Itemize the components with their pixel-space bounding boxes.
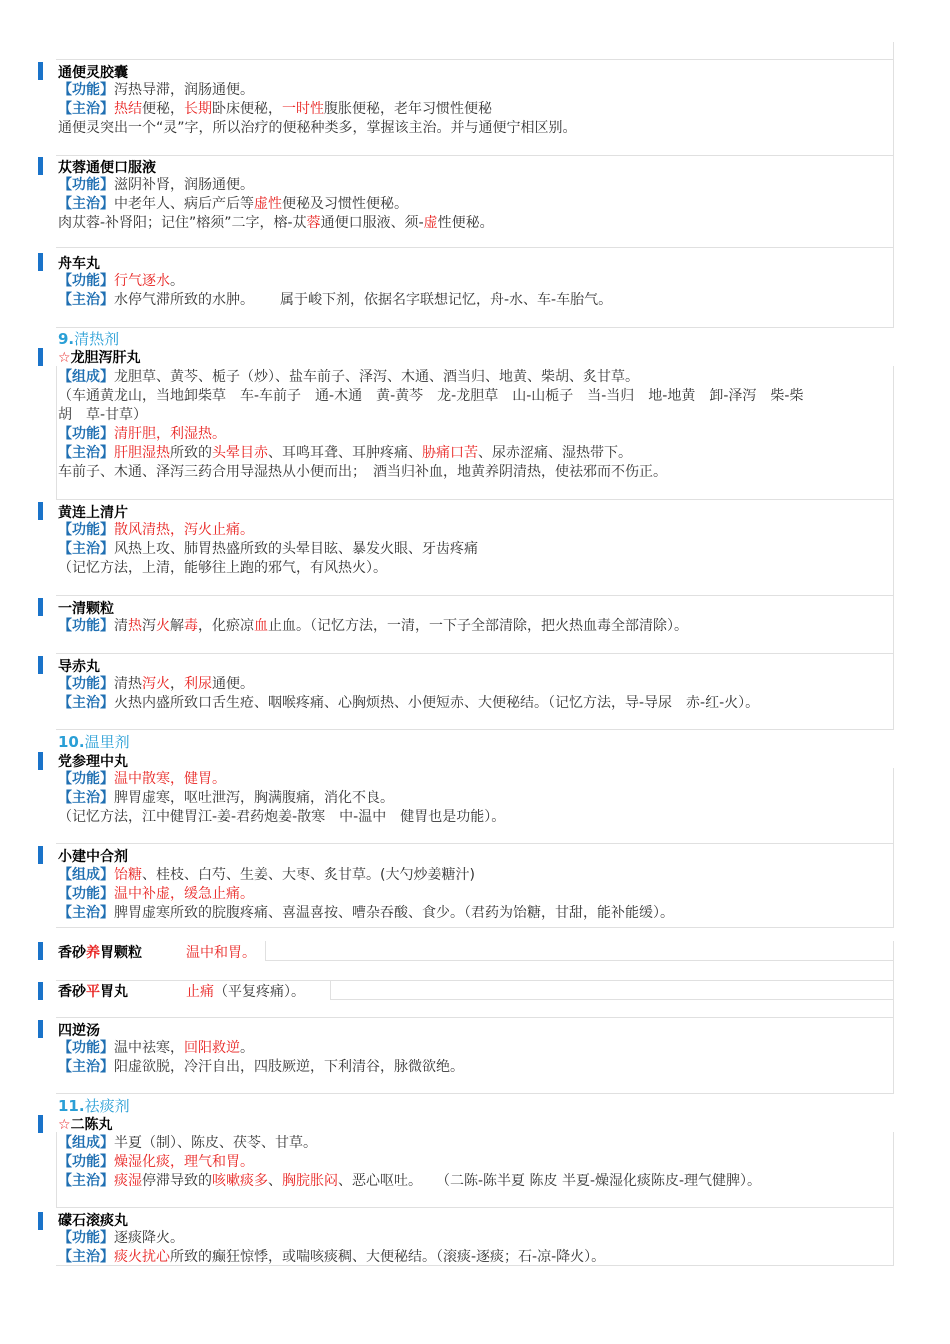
function-line: 【功能】温中祛寒，回阳救逆。 bbox=[58, 1040, 254, 1056]
section-marker bbox=[38, 752, 43, 770]
section-marker bbox=[38, 348, 43, 366]
medicine-title: 四逆汤 bbox=[58, 1023, 100, 1039]
section-marker bbox=[38, 62, 43, 80]
section-marker bbox=[38, 656, 43, 674]
section-heading: 11.祛痰剂 bbox=[58, 1097, 130, 1115]
indication-line: 【主治】阳虚欲脱，冷汗自出，四肢厥逆，下利清谷，脉微欲绝。 bbox=[58, 1059, 464, 1075]
indication-line: 【主治】火热内盛所致口舌生疮、咽喉疼痛、心胸烦热、小便短赤、大便秘结。（记忆方法，导-导尿 赤-红-火）。 bbox=[58, 695, 760, 711]
indication-line: 【主治】热结便秘，长期卧床便秘，一时性腹胀便秘，老年习惯性便秘 bbox=[58, 101, 492, 117]
section-marker bbox=[38, 846, 43, 864]
content-box bbox=[330, 980, 894, 1000]
medicine-title: 黄连上清片 bbox=[58, 505, 128, 521]
indication-line: 【主治】痰湿停滞导致的咳嗽痰多、胸脘胀闷、恶心呕吐。 （二陈-陈半夏 陈皮 半夏-燥湿化痰陈皮-理气健脾）。 bbox=[58, 1173, 762, 1189]
function-line: 【功能】清热泻火解毒，化瘀凉血止血。（记忆方法，一清，一下子全部清除，把火热血毒全部清除）。 bbox=[58, 618, 688, 634]
medicine-title: 香砂养胃颗粒 bbox=[58, 945, 142, 961]
composition-line: 【组成】龙胆草、黄芩、栀子（炒）、盐车前子、泽泻、木通、酒当归、地黄、柴胡、炙甘草。 bbox=[58, 369, 639, 385]
section-marker bbox=[38, 502, 43, 520]
star-icon: ☆ bbox=[58, 1117, 71, 1133]
section-marker bbox=[38, 1115, 43, 1133]
section-marker bbox=[38, 253, 43, 271]
star-icon: ☆ bbox=[58, 350, 71, 366]
function-text: 温中和胃。 bbox=[186, 945, 256, 961]
medicine-title: 党参理中丸 bbox=[58, 754, 128, 770]
function-line: 【功能】温中补虚，缓急止痛。 bbox=[58, 886, 254, 902]
content-box bbox=[265, 941, 894, 961]
medicine-title: ☆二陈丸 bbox=[58, 1117, 113, 1133]
indication-line: 【主治】中老年人、病后产后等虚性便秘及习惯性便秘。 bbox=[58, 196, 408, 212]
medicine-title: 小建中合剂 bbox=[58, 849, 128, 865]
indication-line: 【主治】痰火扰心所致的癫狂惊悸，或喘咳痰稠、大便秘结。（滚痰-逐痰；石-凉-降火）。 bbox=[58, 1249, 606, 1265]
content-box bbox=[56, 42, 894, 60]
section-heading: 9.清热剂 bbox=[58, 330, 120, 348]
function-line: 【功能】行气逐水。 bbox=[58, 273, 184, 289]
section-marker bbox=[38, 598, 43, 616]
medicine-title: 通便灵胶囊 bbox=[58, 65, 128, 81]
medicine-title: 礞石滚痰丸 bbox=[58, 1213, 128, 1229]
section-marker bbox=[38, 942, 43, 960]
function-text: 止痛（平复疼痛）。 bbox=[186, 984, 305, 1000]
memory-note: （记忆方法，上清，能够往上跑的邪气，有风热火）。 bbox=[58, 560, 387, 576]
indication-line: 【主治】肝胆湿热所致的头晕目赤、耳鸣耳聋、耳肿疼痛、胁痛口苦、尿赤涩痛、湿热带下。 bbox=[58, 445, 632, 461]
indication-line: 【主治】脾胃虚寒所致的脘腹疼痛、喜温喜按、嘈杂吞酸、食少。（君药为饴糖，甘甜，能补能缓）。 bbox=[58, 905, 674, 921]
indication-line: 【主治】脾胃虚寒，呕吐泄泻，胸满腹痛，消化不良。 bbox=[58, 790, 394, 806]
section-marker bbox=[38, 982, 43, 1000]
content-box bbox=[56, 961, 894, 981]
function-line: 【功能】清热泻火，利尿通便。 bbox=[58, 676, 254, 692]
section-heading: 10.温里剂 bbox=[58, 733, 130, 751]
function-line: 【功能】清肝胆，利湿热。 bbox=[58, 426, 226, 442]
medicine-title: 导赤丸 bbox=[58, 659, 100, 675]
medicine-title: 苁蓉通便口服液 bbox=[58, 160, 156, 176]
composition-line: 【组成】饴糖、桂枝、白芍、生姜、大枣、炙甘草。(大勺炒姜糖汁) bbox=[58, 867, 475, 883]
memory-note: （车通黄龙山，当地卸柴草 车-车前子 通-木通 黄-黄芩 龙-龙胆草 山-山栀子 当-当归 地-地黄 卸-泽泻 柴-柴 bbox=[58, 388, 804, 404]
memory-note: 车前子、木通、泽泻三药合用导湿热从小便而出； 酒当归补血，地黄养阴清热，使祛邪而不伤正。 bbox=[58, 464, 667, 480]
function-line: 【功能】泻热导滞，润肠通便。 bbox=[58, 82, 254, 98]
memory-note: 通便灵突出一个“灵”字，所以治疗的便秘种类多，掌握该主治。并与通便宁相区别。 bbox=[58, 120, 577, 136]
indication-line: 【主治】风热上攻、肺胃热盛所致的头晕目眩、暴发火眼、牙齿疼痛 bbox=[58, 541, 478, 557]
medicine-title: 香砂平胃丸 bbox=[58, 984, 128, 1000]
function-line: 【功能】逐痰降火。 bbox=[58, 1230, 184, 1246]
function-line: 【功能】散风清热，泻火止痛。 bbox=[58, 522, 254, 538]
memory-note: 胡 草-甘草） bbox=[58, 407, 148, 423]
section-marker bbox=[38, 157, 43, 175]
content-box bbox=[56, 1000, 894, 1018]
composition-line: 【组成】半夏（制）、陈皮、茯苓、甘草。 bbox=[58, 1135, 317, 1151]
medicine-title: 一清颗粒 bbox=[58, 601, 114, 617]
medicine-title: 舟车丸 bbox=[58, 256, 100, 272]
function-line: 【功能】燥湿化痰，理气和胃。 bbox=[58, 1154, 254, 1170]
section-marker bbox=[38, 1212, 43, 1230]
section-marker bbox=[38, 1020, 43, 1038]
function-line: 【功能】温中散寒，健胃。 bbox=[58, 771, 226, 787]
memory-note: （记忆方法，江中健胃江-姜-君药炮姜-散寒 中-温中 健胃也是功能）。 bbox=[58, 809, 506, 825]
medicine-title: ☆龙胆泻肝丸 bbox=[58, 350, 141, 366]
function-line: 【功能】滋阴补肾，润肠通便。 bbox=[58, 177, 254, 193]
indication-line: 【主治】水停气滞所致的水肿。 属于峻下剂，依据名字联想记忆，舟-水、车-车胎气。 bbox=[58, 292, 613, 308]
memory-note: 肉苁蓉-补肾阳；记住”榕须”二字，榕-苁蓉通便口服液、须-虚性便秘。 bbox=[58, 215, 494, 231]
